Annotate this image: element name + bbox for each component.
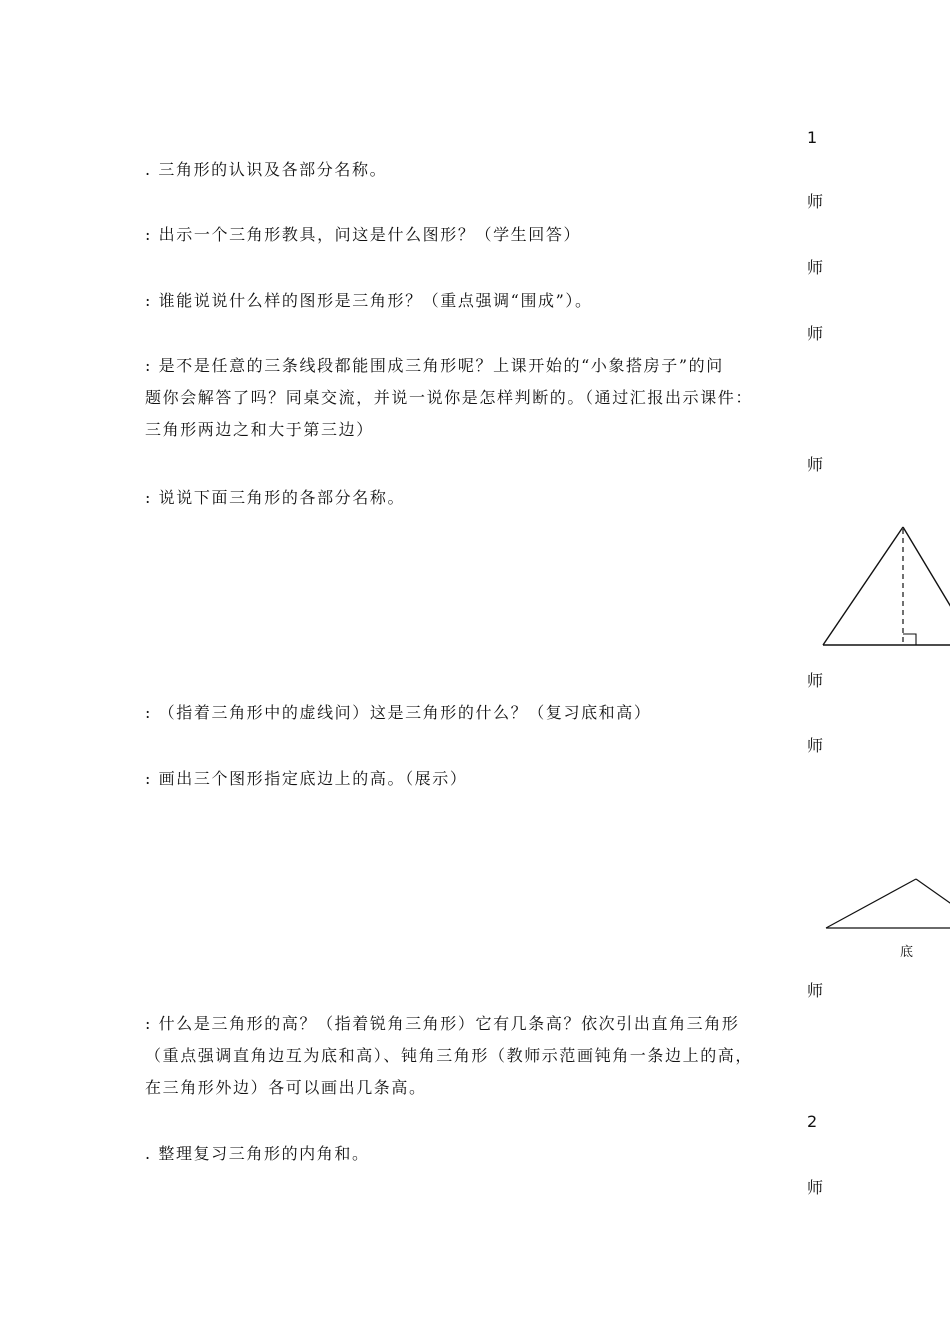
paragraph-line: 在三角形外边）各可以画出几条高。 [145, 1078, 427, 1097]
paragraph-line: （重点强调直角边互为底和高）、钝角三角形（教师示范画钝角一条边上的高， [145, 1046, 754, 1065]
section-number-1: 1 [807, 128, 818, 147]
paragraph: : 画出三个图形指定底边上的高。（展示） [145, 769, 468, 788]
speaker-label: 师 [807, 324, 824, 343]
paragraph: : 出示一个三角形教具，问这是什么图形？（学生回答） [145, 225, 582, 244]
triangle-left-side [826, 879, 916, 928]
paragraph: : 说说下面三角形的各部分名称。 [145, 488, 406, 507]
paragraph-line: 题你会解答了吗？同桌交流，并说一说你是怎样判断的。（通过汇报出示课件： [145, 388, 754, 407]
paragraph-line: : 是不是任意的三条线段都能围成三角形呢？上课开始的“小象搭房子”的问 [145, 356, 724, 375]
base-label: 底 [900, 945, 914, 960]
speaker-label: 师 [807, 1178, 824, 1197]
section-heading-2: . 整理复习三角形的内角和。 [145, 1144, 370, 1163]
speaker-label: 师 [807, 258, 824, 277]
section-heading-1: . 三角形的认识及各部分名称。 [145, 160, 388, 179]
paragraph: : （指着三角形中的虚线问）这是三角形的什么？（复习底和高） [145, 703, 652, 722]
paragraph-line: : 什么是三角形的高？（指着锐角三角形）它有几条高？依次引出直角三角形 [145, 1014, 740, 1033]
section-number-2: 2 [807, 1112, 818, 1131]
speaker-label: 师 [807, 192, 824, 211]
speaker-label: 师 [807, 981, 824, 1000]
speaker-label: 师 [807, 455, 824, 474]
triangle-right-side [916, 879, 950, 910]
paragraph: : 谁能说说什么样的图形是三角形？（重点强调“围成”）。 [145, 291, 593, 310]
paragraph-line: 三角形两边之和大于第三边） [145, 420, 374, 439]
speaker-label: 师 [807, 736, 824, 755]
speaker-label: 师 [807, 671, 824, 690]
